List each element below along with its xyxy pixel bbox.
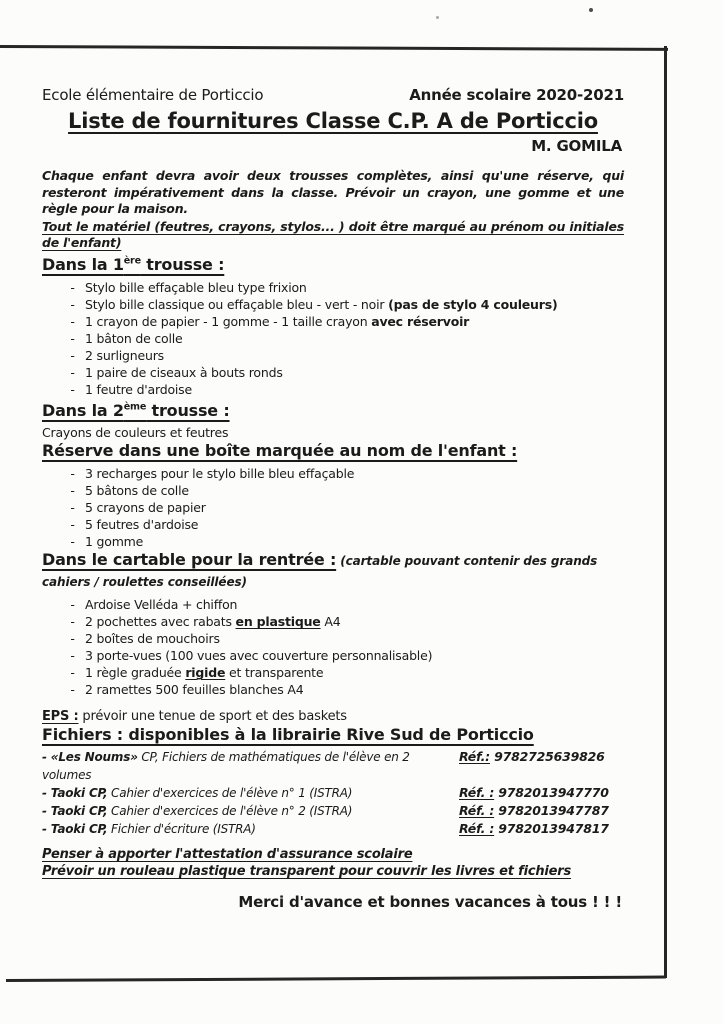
fichiers-heading-text: Fichiers : disponibles à la librairie Rive Sud de Porticcio	[42, 725, 534, 745]
text-segment: 5 feutres d'ardoise	[85, 517, 199, 533]
text-segment: 1 règle graduée	[85, 665, 186, 681]
scan-border-bottom	[6, 976, 666, 982]
closing-line: Merci d'avance et bonnes vacances à tous ! ! !	[238, 893, 622, 912]
text-segment: CP, Fichiers de mathématiques de l'élève en 2 volumes	[42, 750, 410, 783]
supply-item	[42, 482, 624, 499]
text-segment: 1 paire de ciseaux à bouts ronds	[85, 364, 283, 380]
text-segment: -	[42, 822, 51, 837]
bullet-dash: -	[70, 500, 75, 516]
book-reference	[459, 820, 624, 838]
text-segment: ère	[123, 255, 141, 267]
book-reference-number: 9782725639826	[489, 749, 605, 765]
text-segment: Taoki CP,	[50, 786, 108, 801]
text-segment: 1 feutre d'ardoise	[85, 381, 192, 397]
book-reference	[459, 784, 624, 802]
book-title	[42, 802, 459, 820]
document-header	[42, 84, 624, 104]
supply-item-text	[85, 347, 624, 364]
second-pencil-case-heading-text	[42, 401, 230, 420]
text-segment: 3 recharges pour le stylo bille bleu effaçable	[85, 466, 355, 482]
supply-item-text	[85, 533, 624, 550]
book-row	[42, 820, 624, 838]
book-reference-label: Réf. :	[459, 803, 495, 819]
text-segment: -	[42, 804, 51, 819]
text-segment: 2 ramettes 500 feuilles blanches A4	[85, 682, 304, 698]
book-reference-number: 9782013947770	[494, 785, 609, 801]
supply-item-text	[85, 381, 624, 398]
bullet-dash: -	[70, 517, 75, 533]
book-reference-label: Réf. :	[459, 785, 495, 801]
bullet-dash: -	[70, 296, 75, 312]
supply-item-text	[85, 630, 624, 647]
scan-border-top	[0, 45, 668, 50]
supply-item-text	[85, 664, 624, 681]
bullet-dash: -	[70, 483, 75, 499]
reserve-list	[42, 465, 624, 550]
section-heading-second-pencil-case	[42, 398, 624, 421]
bullet-dash: -	[70, 648, 75, 664]
text-segment: 2 pochettes avec rabats	[85, 614, 236, 630]
reserve-heading-text	[42, 441, 517, 460]
supply-item-text	[85, 313, 624, 330]
text-segment: 5 bâtons de colle	[85, 483, 189, 499]
document-content	[42, 84, 624, 911]
schoolbag-list	[42, 596, 624, 698]
supply-item-text	[85, 647, 624, 664]
book-reference	[459, 748, 624, 766]
text-segment: 1 gomme	[85, 534, 144, 550]
text-segment: Dans le cartable pour la rentrée :	[42, 550, 337, 570]
fichiers-heading	[42, 725, 624, 745]
text-segment: Cahier d'exercices de l'élève n° 1 (ISTRA)	[107, 786, 353, 801]
supply-item	[42, 381, 624, 398]
bullet-dash: -	[70, 614, 75, 630]
text-segment: Dans la 1	[42, 254, 124, 274]
supply-item-text	[85, 296, 624, 313]
supply-item	[42, 279, 624, 296]
supply-item-text	[85, 482, 624, 499]
supply-item-text	[85, 516, 624, 533]
reminder-insurance: Penser à apporter l'attestation d'assurance scolaire	[42, 847, 413, 863]
supply-item	[42, 681, 624, 698]
supply-item	[42, 499, 624, 516]
text-segment: 1 crayon de papier - 1 gomme - 1 taille crayon	[85, 313, 372, 329]
schoolbag-heading-note: (cartable pouvant contenir des grands cahiers / roulettes conseillées)	[42, 554, 598, 590]
book-reference-number: 9782013947817	[494, 821, 609, 837]
eps-label: EPS :	[42, 709, 79, 725]
supply-item	[42, 516, 624, 533]
supply-item-text	[85, 279, 624, 296]
text-segment: Stylo bille effaçable bleu type frixion	[85, 279, 307, 295]
text-segment: trousse :	[146, 401, 230, 421]
text-segment: Dans la 2	[42, 401, 124, 421]
first-pencil-case-heading-text	[42, 255, 224, 274]
bullet-dash: -	[70, 466, 75, 482]
supply-item	[42, 630, 624, 647]
book-title	[42, 748, 459, 784]
text-segment: Réserve dans une boîte marquée au nom de l'enfant :	[42, 441, 518, 461]
text-segment: Cahier d'exercices de l'élève n° 2 (ISTRA)	[107, 804, 353, 819]
supply-item	[42, 613, 624, 630]
supply-item	[42, 364, 624, 381]
supply-item	[42, 596, 624, 613]
schoolbag-heading-text	[42, 550, 336, 569]
reminder-plastic-roll: Prévoir un rouleau plastique transparent pour couvrir les livres et fichiers	[42, 864, 572, 880]
text-segment: A4	[320, 614, 341, 630]
school-name: Ecole élémentaire de Porticcio	[42, 86, 264, 104]
book-row	[42, 802, 624, 820]
supply-item	[42, 647, 624, 664]
book-reference-number: 9782013947787	[494, 803, 609, 819]
text-segment: Taoki CP,	[50, 822, 108, 837]
text-segment: -	[42, 786, 51, 801]
text-segment: (pas de stylo 4 couleurs)	[388, 296, 558, 312]
books-list	[42, 748, 624, 838]
supply-item-text	[85, 364, 624, 381]
text-segment: Taoki CP,	[50, 804, 108, 819]
supply-item	[42, 465, 624, 482]
bullet-dash: -	[70, 682, 75, 698]
bullet-dash: -	[70, 364, 75, 380]
supply-item-text	[85, 330, 624, 347]
text-segment: Ardoise Velléda + chiffon	[85, 597, 238, 613]
book-reference-label: Réf. :	[459, 821, 495, 837]
text-segment: trousse :	[140, 254, 225, 274]
first-pencil-case-list	[42, 279, 624, 398]
supply-item-text	[85, 465, 624, 482]
section-heading-reserve	[42, 441, 624, 461]
text-segment: «Les Noums»	[50, 750, 138, 765]
book-row	[42, 784, 624, 802]
book-title	[42, 784, 459, 802]
material-marking-warning: Tout le matériel (feutres, crayons, stylos... ) doit être marqué au prénom ou initiales de l'enfant)	[42, 218, 624, 250]
scan-border-right	[664, 46, 667, 978]
book-reference-label: Réf.:	[459, 749, 490, 765]
supply-item	[42, 330, 624, 347]
text-segment: Fichier d'écriture (ISTRA)	[107, 822, 256, 837]
section-heading-first-pencil-case	[42, 252, 624, 275]
school-year: Année scolaire 2020-2021	[409, 86, 624, 104]
bullet-dash: -	[70, 381, 75, 397]
text-segment: et transparente	[225, 665, 324, 681]
bullet-dash: -	[70, 597, 75, 613]
reminders-block	[42, 846, 624, 880]
bullet-dash: -	[70, 330, 75, 346]
supply-item-text	[85, 499, 624, 516]
text-segment: 1 bâton de colle	[85, 330, 183, 346]
scan-speck	[436, 16, 439, 19]
text-segment: 2 surligneurs	[85, 347, 164, 363]
bullet-dash: -	[70, 631, 75, 647]
book-title	[42, 820, 459, 838]
teacher-name: M. GOMILA	[531, 137, 622, 155]
text-segment: avec réservoir	[371, 313, 470, 329]
supply-item	[42, 313, 624, 330]
bullet-dash: -	[70, 347, 75, 363]
text-segment: ème	[123, 401, 147, 413]
scan-speck	[589, 8, 593, 12]
text-segment: 3 porte-vues (100 vues avec couverture personnalisable)	[85, 648, 433, 664]
bullet-dash: -	[70, 279, 75, 295]
text-segment: Stylo bille classique ou effaçable bleu - vert - noir	[85, 296, 389, 312]
bullet-dash: -	[70, 534, 75, 550]
book-row	[42, 748, 624, 784]
eps-text: prévoir une tenue de sport et des baskets	[78, 709, 347, 725]
text-segment: -	[42, 750, 51, 765]
supply-item	[42, 347, 624, 364]
text-segment: rigide	[185, 665, 226, 681]
text-segment: 2 boîtes de mouchoirs	[85, 631, 220, 647]
bullet-dash: -	[70, 313, 75, 329]
intro-paragraph: Chaque enfant devra avoir deux trousses complètes, ainsi qu'une réserve, qui resteront impérativement dans la classe. Prévoir un crayon, une gomme et une règle pour la maison.	[42, 168, 624, 216]
text-segment: en plastique	[235, 614, 321, 630]
section-heading-schoolbag	[42, 550, 624, 592]
supply-item-text	[85, 613, 624, 630]
document-title: Liste de fournitures Classe C.P. A de Porticcio	[68, 109, 598, 133]
supply-item	[42, 664, 624, 681]
supply-item-text	[85, 596, 624, 613]
text-segment: 5 crayons de papier	[85, 500, 206, 516]
supply-item	[42, 533, 624, 550]
supply-item-text	[85, 681, 624, 698]
book-reference	[459, 802, 624, 820]
supply-item	[42, 296, 624, 313]
bullet-dash: -	[70, 665, 75, 681]
second-pencil-case-note: Crayons de couleurs et feutres	[42, 425, 229, 441]
eps-line	[42, 708, 624, 725]
